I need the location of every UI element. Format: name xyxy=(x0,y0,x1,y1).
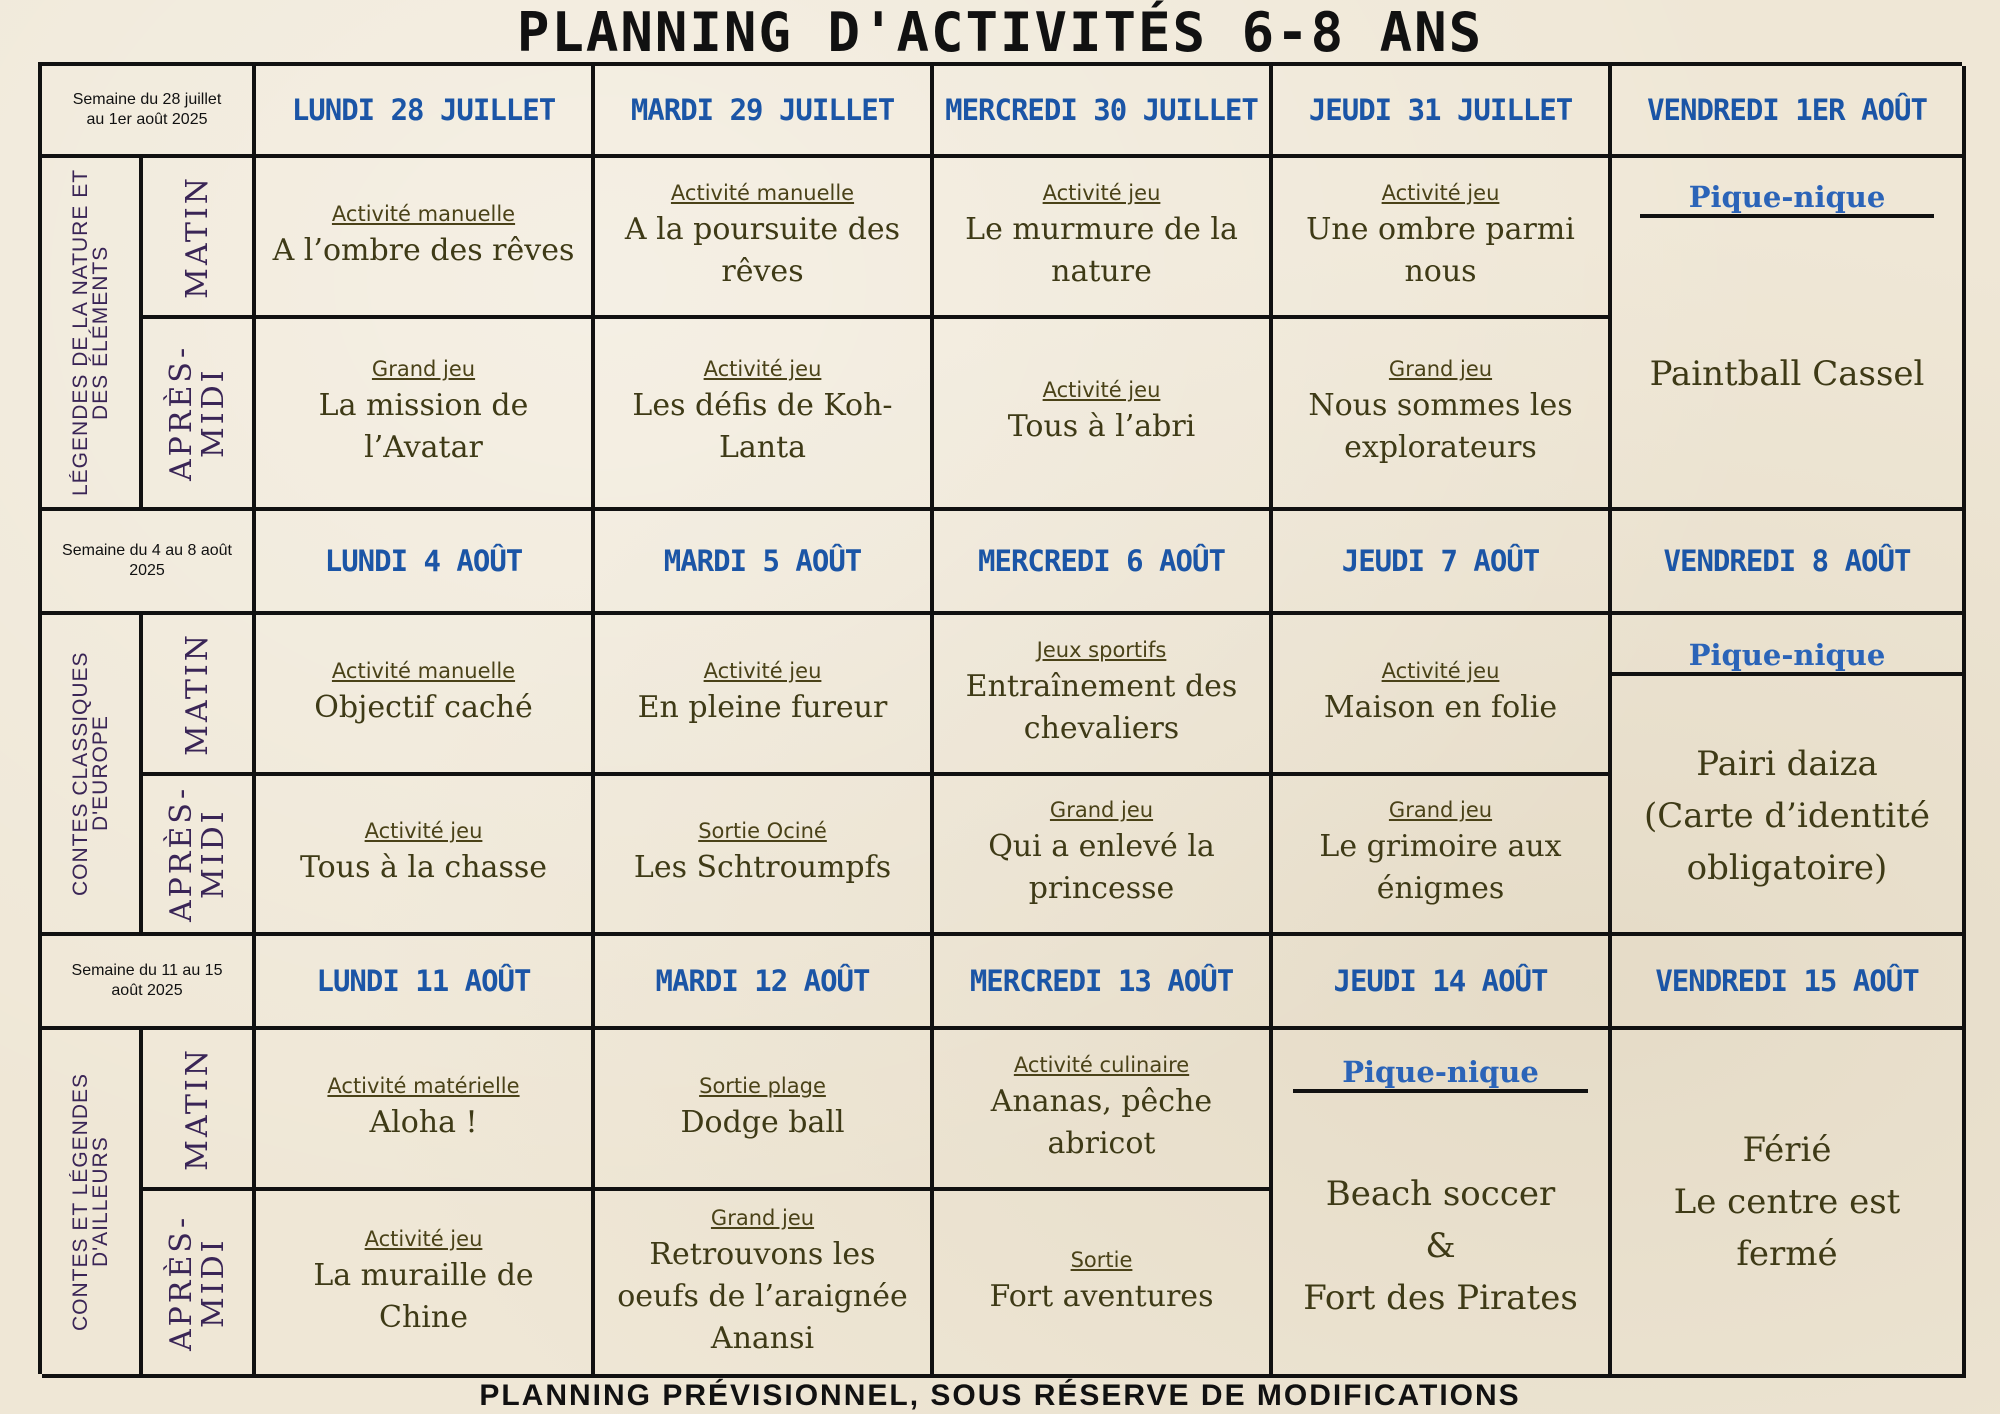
day-label: MARDI 12 AOÛT xyxy=(655,964,870,998)
week-label-text: Semaine du 28 juillet au 1er août 2025 xyxy=(72,91,222,128)
activity-title: A l’ombre des rêves xyxy=(272,232,575,268)
activity-cell xyxy=(256,776,595,936)
activity-cell xyxy=(595,776,934,936)
period-morning-label: MATIN xyxy=(179,1046,215,1171)
activity-category: Activité jeu xyxy=(703,357,822,381)
activity-cell xyxy=(256,158,595,319)
week-label-text: Semaine du 4 au 8 août 2025 xyxy=(62,542,232,579)
activity-title: Tous à la chasse xyxy=(300,850,547,885)
period-afternoon-label: APRÈS-MIDI xyxy=(163,344,231,482)
picnic-label: Pique-nique xyxy=(1688,638,1886,672)
outing-title: Pairi daiza xyxy=(1696,743,1878,784)
period-cell xyxy=(143,615,256,776)
day-header xyxy=(1273,511,1612,615)
activity-cell xyxy=(595,615,934,776)
activity-cell xyxy=(1273,776,1612,936)
activity-cell xyxy=(256,1191,595,1378)
activity-title: Nous sommes les explorateurs xyxy=(1308,388,1573,465)
activity-category: Activité jeu xyxy=(1042,180,1161,205)
schedule-grid xyxy=(38,62,1962,1374)
theme-label: CONTES CLASSIQUES D'EUROPE xyxy=(68,651,112,896)
activity-title: Qui a enlevé la princesse xyxy=(988,829,1215,906)
theme-label: LÉGENDES DE LA NATURE ET DES ÉLÉMENTS xyxy=(68,168,112,497)
activity-title: Entraînement des chevaliers xyxy=(965,668,1238,746)
week-label xyxy=(42,936,256,1030)
activity-category: Jeux sportifs xyxy=(1036,637,1167,662)
activity-category: Activité manuelle xyxy=(331,658,516,683)
activity-title: Retrouvons les oeufs de l’araignée Anansi xyxy=(617,1236,908,1356)
activity-title: Le murmure de la nature xyxy=(965,211,1238,289)
activity-category: Grand jeu xyxy=(371,357,476,381)
day-header xyxy=(1612,66,1966,158)
activity-title: A la poursuite des rêves xyxy=(624,211,901,289)
holiday-title: Férié xyxy=(1742,1130,1832,1170)
theme-label: CONTES ET LÉGENDES D'AILLEURS xyxy=(68,1073,112,1332)
day-label: VENDREDI 15 AOÛT xyxy=(1655,964,1919,998)
activity-category: Activité jeu xyxy=(703,658,822,683)
picnic-label: Pique-nique xyxy=(1688,180,1886,214)
activity-title: Les défis de Koh-Lanta xyxy=(632,388,893,465)
period-afternoon-label: APRÈS-MIDI xyxy=(163,785,231,923)
activity-cell xyxy=(595,1030,934,1191)
picnic-cell xyxy=(1640,180,1935,218)
week-label-text: Semaine du 11 au 15 août 2025 xyxy=(71,962,223,999)
outing-cell xyxy=(1612,738,1962,894)
footer-note: PLANNING PRÉVISIONNEL, SOUS RÉSERVE DE MODIFICATIONS xyxy=(479,1379,1521,1412)
activity-cell xyxy=(934,158,1273,319)
period-cell xyxy=(143,158,256,319)
day-label: MERCREDI 6 AOÛT xyxy=(978,544,1225,578)
activity-category: Activité manuelle xyxy=(331,201,516,226)
activity-cell xyxy=(1273,319,1612,511)
day-header xyxy=(256,936,595,1030)
activity-cell xyxy=(1273,615,1612,776)
friday-block xyxy=(1612,615,1966,936)
friday-block xyxy=(1612,158,1966,511)
activity-cell xyxy=(934,776,1273,936)
day-label: LUNDI 28 JUILLET xyxy=(291,93,556,127)
day-header xyxy=(256,66,595,158)
day-label: LUNDI 4 AOÛT xyxy=(324,544,523,578)
period-cell xyxy=(143,319,256,511)
picnic-cell xyxy=(1293,1055,1588,1093)
activity-cell xyxy=(934,319,1273,511)
period-cell xyxy=(143,1030,256,1191)
activity-cell xyxy=(256,319,595,511)
page-title: PLANNING D'ACTIVITÉS 6-8 ANS xyxy=(516,1,1484,64)
activity-title: Tous à l’abri xyxy=(1007,409,1196,444)
activity-title: Les Schtroumpfs xyxy=(633,850,892,885)
day-header xyxy=(934,66,1273,158)
day-label: VENDREDI 1ER AOÛT xyxy=(1647,93,1927,127)
picnic-cell xyxy=(1612,638,1962,676)
theme-cell xyxy=(42,1030,143,1378)
activity-title: Ananas, pêche abricot xyxy=(990,1083,1213,1161)
activity-category: Sortie Ociné xyxy=(698,819,827,843)
activity-category: Activité jeu xyxy=(1381,180,1500,205)
week-label xyxy=(42,66,256,158)
activity-cell xyxy=(595,1191,934,1378)
day-header xyxy=(934,936,1273,1030)
activity-title: La mission de l’Avatar xyxy=(318,388,529,465)
activity-category: Activité jeu xyxy=(1381,658,1500,683)
activity-title: Fort aventures xyxy=(989,1278,1214,1314)
activity-category: Grand jeu xyxy=(710,1205,815,1230)
activity-cell xyxy=(595,319,934,511)
activity-cell xyxy=(1273,158,1612,319)
theme-cell xyxy=(42,158,143,511)
day-label: MERCREDI 13 AOÛT xyxy=(969,964,1234,998)
day-header xyxy=(1273,66,1612,158)
day-header xyxy=(595,936,934,1030)
activity-category: Activité jeu xyxy=(364,819,483,843)
period-morning-label: MATIN xyxy=(179,174,215,299)
day-label: MARDI 29 JUILLET xyxy=(630,93,895,127)
activity-category: Activité jeu xyxy=(1042,378,1161,402)
period-morning-label: MATIN xyxy=(179,631,215,756)
day-label: MERCREDI 30 JUILLET xyxy=(945,93,1258,127)
day-label: JEUDI 14 AOÛT xyxy=(1333,964,1548,998)
period-cell xyxy=(143,1191,256,1378)
day-label: LUNDI 11 AOÛT xyxy=(316,964,531,998)
theme-cell xyxy=(42,615,143,936)
day-header xyxy=(595,66,934,158)
activity-title: Objectif caché xyxy=(314,689,533,725)
day-header xyxy=(256,511,595,615)
activity-category: Activité culinaire xyxy=(1013,1052,1190,1077)
day-header xyxy=(1612,936,1966,1030)
activity-cell xyxy=(934,1191,1273,1378)
period-cell xyxy=(143,776,256,936)
activity-category: Activité manuelle xyxy=(670,180,855,205)
activity-title: Dodge ball xyxy=(680,1104,845,1140)
activity-category: Grand jeu xyxy=(1388,798,1493,822)
day-label: JEUDI 7 AOÛT xyxy=(1341,544,1540,578)
outing-cell xyxy=(1640,348,1935,400)
activity-category: Sortie xyxy=(1070,1247,1133,1272)
activity-cell xyxy=(595,158,934,319)
holiday-note: Le centre est fermé xyxy=(1673,1182,1901,1274)
activity-category: Activité matérielle xyxy=(327,1073,520,1098)
day-header xyxy=(595,511,934,615)
holiday-cell xyxy=(1612,1030,1966,1378)
activity-cell xyxy=(256,1030,595,1191)
activity-cell xyxy=(934,615,1273,776)
outing-title-2: Fort des Pirates xyxy=(1303,1277,1578,1318)
outing-note: (Carte d’identité obligatoire) xyxy=(1644,795,1930,888)
outing-title: Beach soccer xyxy=(1325,1173,1556,1214)
day-label: MARDI 5 AOÛT xyxy=(663,544,862,578)
outing-ampersand: & xyxy=(1425,1225,1456,1266)
activity-title: Le grimoire aux énigmes xyxy=(1319,829,1562,906)
day-label: JEUDI 31 JUILLET xyxy=(1308,93,1573,127)
activity-category: Sortie plage xyxy=(699,1073,826,1098)
activity-title: En pleine fureur xyxy=(637,689,888,725)
activity-title: Maison en folie xyxy=(1323,689,1558,725)
activity-category: Activité jeu xyxy=(364,1226,483,1251)
outing-cell xyxy=(1293,1168,1588,1324)
thursday-block xyxy=(1273,1030,1612,1378)
activity-title: Une ombre parmi nous xyxy=(1306,211,1575,289)
outing-title: Paintball Cassel xyxy=(1649,353,1925,394)
activity-cell xyxy=(256,615,595,776)
day-header xyxy=(1273,936,1612,1030)
activity-category: Grand jeu xyxy=(1388,357,1493,381)
day-header xyxy=(934,511,1273,615)
picnic-label: Pique-nique xyxy=(1342,1054,1539,1089)
day-label: VENDREDI 8 AOÛT xyxy=(1663,544,1911,578)
activity-title: La muraille de Chine xyxy=(313,1257,534,1335)
period-afternoon-label: APRÈS-MIDI xyxy=(163,1214,231,1351)
day-header xyxy=(1612,511,1966,615)
week-label xyxy=(42,511,256,615)
activity-title: Aloha ! xyxy=(369,1104,478,1140)
activity-cell xyxy=(934,1030,1273,1191)
activity-category: Grand jeu xyxy=(1049,798,1154,822)
